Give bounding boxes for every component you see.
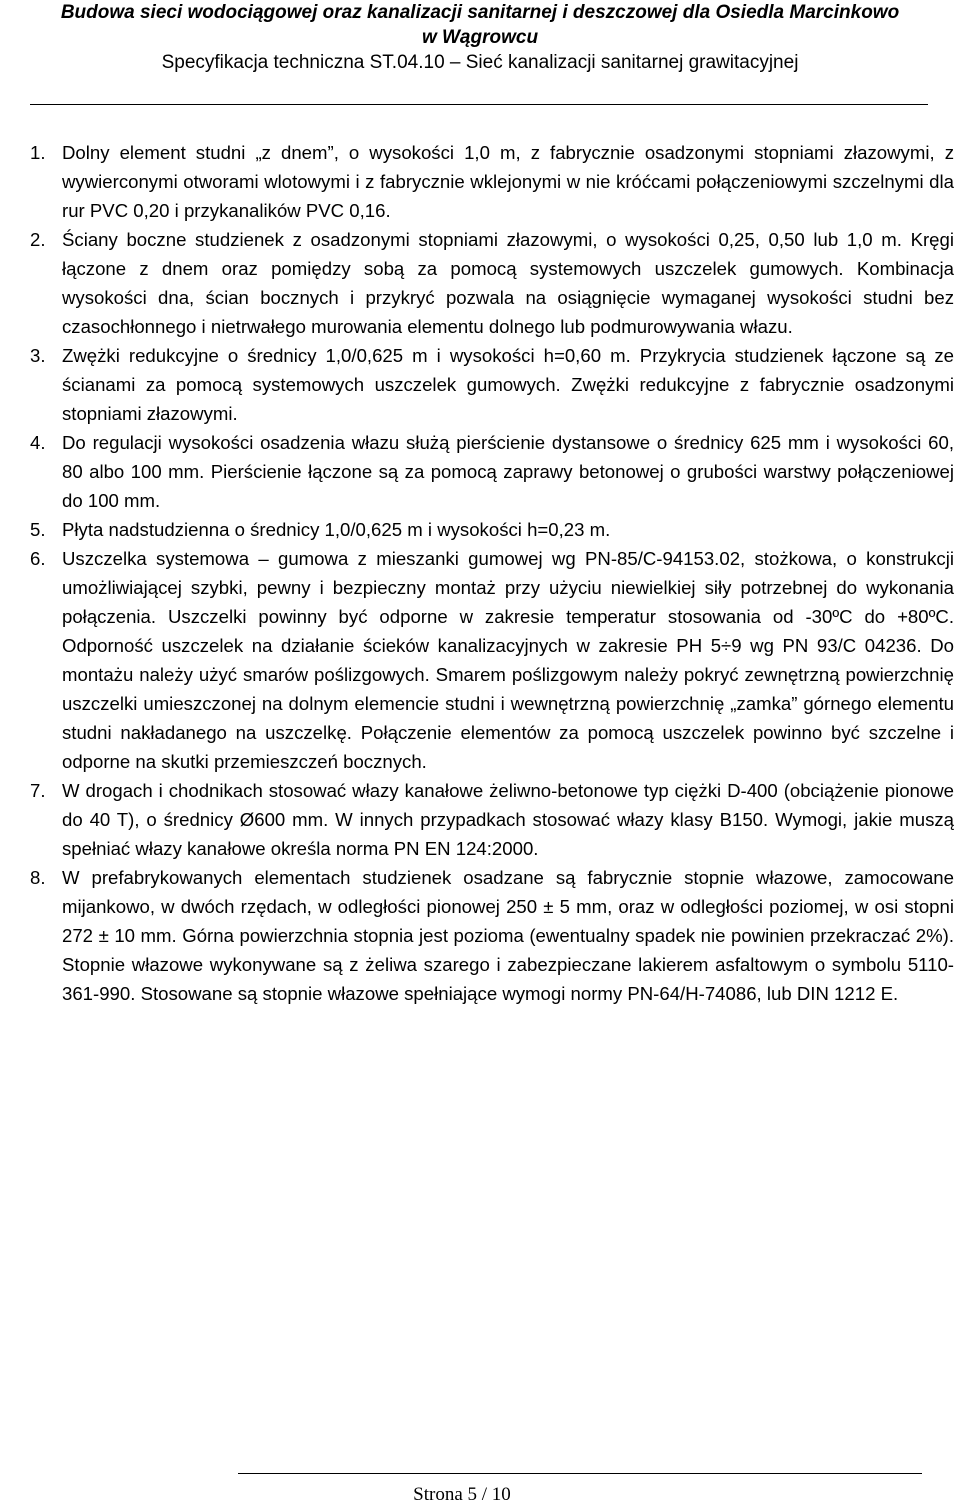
list-item-number: 3. [30,345,46,366]
document-title-line-2: w Wągrowcu [421,27,539,48]
list-item [30,515,954,544]
list-item-text: Uszczelka systemowa – gumowa z mieszanki gumowej wg PN-85/C-94153.02, stożkowa, o konstrukcji umożliwiającej szybki, pewny i bezpieczny montaż przy użyciu niewielkiej siły potrzebnej do wykonania połączenia. Uszczelki powinny być odporne w zakresie temperatur stosowania od -30ºC do +80ºC. Odporność uszczelek na działanie ścieków kanalizacyjnych w zakresie PH 5÷9 wg PN 93/C 04236. Do montażu należy użyć smarów poślizgowych. Smarem poślizgowym należy pokryć zewnętrzną powierzchnię uszczelki umieszczonej na dolnym elemencie studni i wewnętrzną powierzchnię „zamka” górnego elementu studni nakładanego na uszczelkę. Połączenie elementów za pomocą uszczelek powinno być szczelne i odporne na skutki przemieszczeń bocznych. [62,548,954,772]
list-item-number: 8. [30,867,46,888]
list-item-number: 6. [30,548,46,569]
list-item-text: W drogach i chodnikach stosować włazy kanałowe żeliwno-betonowe typ ciężki D-400 (obciążenie pionowe do 40 T), o średnicy Ø600 mm. W innych przypadkach stosować włazy klasy B150. Wymogi, jakie muszą spełniać włazy kanałowe określa norma PN EN 124:2000. [62,780,954,859]
specification-subtitle: Specyfikacja techniczna ST.04.10 – Sieć kanalizacji sanitarnej grawitacyjnej [161,52,799,73]
list-item-number: 1. [30,142,46,163]
list-item [30,428,954,515]
list-item-text: Ściany boczne studzienek z osadzonymi stopniami złazowymi, o wysokości 0,25, 0,50 lub 1,0 m. Kręgi łączone z dnem oraz pomiędzy sobą za pomocą systemowych uszczelek gumowych. Kombinacja wysokości dna, ścian bocznych i przykryć pozwala na osiągnięcie wymaganej wysokości studni bez czasochłonnego i nietrwałego murowania elementu dolnego lub podmurowywania włazu. [62,229,954,337]
list-item-number: 5. [30,519,46,540]
page-number: Strona 5 / 10 [413,1484,511,1505]
list-item-number: 7. [30,780,46,801]
list-item-number: 2. [30,229,46,250]
list-item-text: Zwężki redukcyjne o średnicy 1,0/0,625 m i wysokości h=0,60 m. Przykrycia studzienek łączone są ze ścianami za pomocą systemowych uszczelek gumowych. Zwężki redukcyjne z fabrycznie osadzonymi stopniami złazowymi. [62,345,954,424]
list-item-text: Dolny element studni „z dnem”, o wysokości 1,0 m, z fabrycznie osadzonymi stopniami złazowymi, z wywierconymi otworami wlotowymi i z fabrycznie wklejonymi w nie króćcami połączeniowymi szczelnymi dla rur PVC 0,20 i przykanalików PVC 0,16. [62,142,954,221]
document-header [0,0,960,75]
list-item [30,863,954,1008]
list-item-text: W prefabrykowanych elementach studzienek osadzane są fabrycznie stopnie włazowe, zamocowane mijankowo, w dwóch rzędach, w odległości pionowej 250 ± 5 mm, oraz w odległości poziomej, w osi stopni 272 ± 10 mm. Górna powierzchnia stopnia jest pozioma (ewentualny spadek nie powinien przekraczać 2%). Stopnie włazowe wykonywane są z żeliwa szarego i zabezpieczane lakierem asfaltowym o symbolu 5110-361-990. Stosowane są stopnie włazowe spełniające wymogi normy PN-64/H-74086, lub DIN 1212 E. [62,867,954,1004]
list-item-text: Do regulacji wysokości osadzenia włazu służą pierścienie dystansowe o średnicy 625 mm i wysokości 60, 80 albo 100 mm. Pierścienie łączone są za pomocą zaprawy betonowej o grubości warstwy połączeniowej do 100 mm. [62,432,954,511]
header-divider [30,104,928,105]
list-item [30,544,954,776]
specification-list [30,138,954,1008]
list-item [30,341,954,428]
document-title-line-1: Budowa sieci wodociągowej oraz kanalizacji sanitarnej i deszczowej dla Osiedla Marcinkowo [60,2,900,23]
list-item [30,225,954,341]
list-item [30,138,954,225]
list-item-number: 4. [30,432,46,453]
list-item-text: Płyta nadstudzienna o średnicy 1,0/0,625 m i wysokości h=0,23 m. [62,519,611,540]
list-item [30,776,954,863]
footer-divider [238,1473,922,1474]
